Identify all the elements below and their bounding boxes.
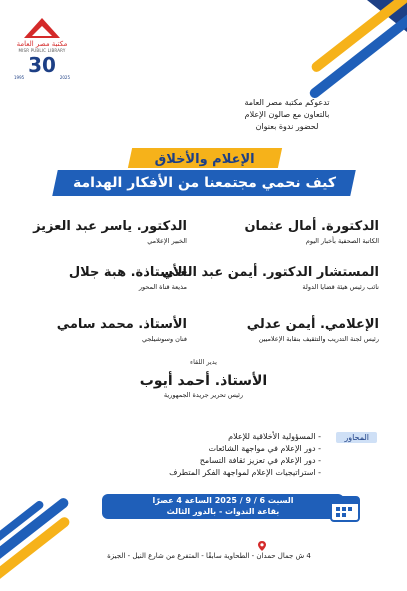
logo-year-end: 2025 (59, 75, 70, 80)
moderator-name: الأستاذ. أحمد أيوب (139, 373, 268, 389)
speaker-card (189, 218, 379, 246)
axes-item: - استراتيجيات الإعلام لمواجهة الفكر المتطرف (169, 468, 321, 477)
axes-item: - دور الإعلام في تعزيز ثقافة التسامح (199, 456, 321, 465)
calendar-icon (330, 496, 360, 522)
axes-item: - دور الإعلام في مواجهة الشائعات (208, 444, 321, 453)
event-info-bar (102, 494, 344, 519)
speaker-role: نائب رئيس هيئة قضايا الدولة (302, 283, 379, 291)
axes-label: المحاور (336, 432, 377, 443)
event-datetime: السبت 6 / 9 / 2025 الساعة 4 عصرًا (152, 496, 294, 505)
moderator-label: يدير اللقاء (190, 358, 217, 366)
logo-anniversary: 30 (28, 53, 56, 77)
logo-name-ar: مكتبة مصر العامة (16, 40, 68, 48)
speaker-card (7, 218, 187, 246)
speaker-name: الدكتورة. أمال عثمان (244, 219, 379, 234)
axes-list (151, 431, 321, 479)
title-banner (52, 170, 356, 196)
logo-name-en: MISR PUBLIC LIBRARY (18, 48, 66, 53)
speaker-name: المستشار الدكتور. أيمن عبد الغني (161, 265, 379, 280)
intro-line: تدعوكم مكتبة مصر العامة (244, 98, 330, 107)
speaker-name: الأستاذة. هبة جلال (68, 265, 187, 280)
logo-year-start: 1995 (14, 75, 25, 80)
axes-item: - المسؤولية الأخلاقية للإعلام (228, 432, 321, 441)
library-logo (14, 18, 70, 80)
speaker-card (7, 264, 187, 292)
moderator-card (0, 372, 407, 400)
speaker-name: الدكتور. ياسر عبد العزيز (33, 219, 187, 234)
location-pin-icon (256, 540, 268, 552)
speaker-role: الكاتبة الصحفية بأخبار اليوم (305, 237, 379, 245)
speaker-role: فنان وسوشيلجي (141, 335, 187, 343)
speaker-card (189, 316, 379, 344)
speaker-role: الخبير الإعلامي (147, 237, 187, 245)
seminar-title: كيف نحمي مجتمعنا من الأفكار الهدامة (72, 175, 336, 191)
subject-text: الإعلام والأخلاق (154, 152, 255, 167)
intro-line: بالتعاون مع صالون الإعلام (244, 110, 330, 119)
speaker-name: الإعلامي. أيمن عدلي (246, 317, 379, 332)
subject-banner (128, 148, 282, 168)
moderator-role: رئيس تحرير جريدة الجمهورية (163, 391, 244, 399)
speaker-name: الأستاذ. محمد سامي (56, 317, 187, 332)
pyramid-icon (24, 18, 60, 38)
intro-line: لحضور ندوة بعنوان (255, 122, 319, 131)
speaker-role: مذيعة قناة المحور (138, 283, 187, 291)
venue-address: 4 ش جمال حمدان - الطحاوية سابقًا - المتفرع من شارع النيل - الجيزة (107, 552, 311, 560)
speaker-role: رئيس لجنة التدريب والتثقيف بنقابة الإعلاميين (258, 335, 379, 343)
invitation-intro (167, 97, 407, 133)
event-venue: بقاعة الندوات - بالدور الثالث (166, 507, 280, 516)
speaker-card (7, 316, 187, 344)
